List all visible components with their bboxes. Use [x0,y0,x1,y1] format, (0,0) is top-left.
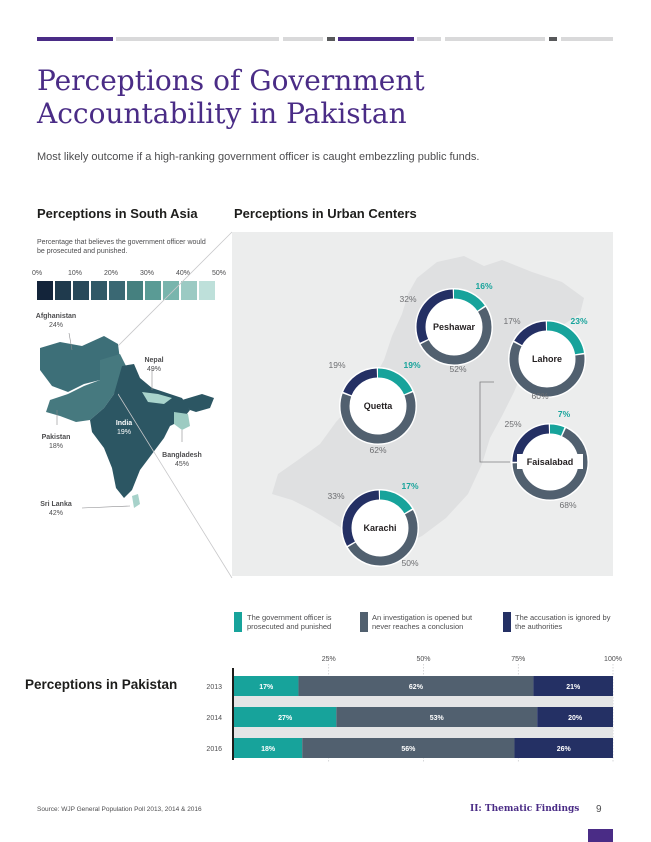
label-investigation: 52% [449,364,467,374]
scale-tick: 20% [104,270,119,277]
urban-heading: Perceptions in Urban Centers [234,206,417,221]
label-prosecuted: 7% [557,409,571,419]
scale-tick: 40% [176,270,191,277]
page-title: Perceptions of Government Accountability in Pakistan [37,64,425,130]
footer-accent-block [588,829,613,842]
label-sri-lanka: Sri Lanka 42% [40,501,72,517]
top-bar-accent-1 [37,37,113,41]
label-ignored: 25% [504,419,522,429]
label-investigation: 62% [369,445,387,455]
scale-tick: 0% [32,270,43,277]
top-bar-gray-2 [283,37,323,41]
top-bar-dark-2 [549,37,557,41]
label-india: India 19% [115,420,133,436]
donut-lahore [503,316,587,401]
row-gap-band [234,696,613,707]
label-prosecuted: 19% [403,360,421,370]
label-investigation: 60% [531,391,549,401]
city-name: Karachi [363,523,397,533]
label-ignored: 32% [399,294,417,304]
label-prosecuted: 16% [475,281,493,291]
bar-value-label: 20% [568,715,583,722]
pakistan-heading: Perceptions in Pakistan [25,677,178,692]
top-bar-gray-1 [116,37,279,41]
top-bar-gray-3 [417,37,441,41]
legend-ignored: The accusation is ignored by the authorities [515,613,611,631]
x-tick-label: 75% [511,656,526,663]
y-tick-label: 2013 [206,684,222,691]
bar-value-label: 27% [278,715,293,722]
scale-swatch [91,281,107,300]
row-gap-band [234,727,613,738]
bar-value-label: 56% [401,746,416,753]
legend-swatch-ignored [503,612,511,632]
donut-layer [232,232,613,576]
footer-source: Source: WJP General Population Poll 2013, 2014 & 2016 [37,806,202,813]
scale-tick: 30% [140,270,155,277]
label-pakistan: Pakistan 18% [41,434,71,450]
scale-tick: 50% [212,270,227,277]
x-tick-label: 100% [604,656,622,663]
urban-panel [232,232,613,576]
city-name: Lahore [531,354,563,364]
legend-swatch-prosecuted [234,612,242,632]
city-name: Peshawar [432,322,476,332]
label-investigation: 68% [559,500,577,510]
x-tick-label: 25% [321,656,336,663]
footer-page-number: 9 [596,804,602,815]
legend-investigation: An investigation is opened but never reaches a conclusion [372,613,473,631]
city-name: Quetta [363,401,393,411]
bar-value-label: 53% [429,715,444,722]
page-subtitle: Most likely outcome if a high-ranking government officer is caught embezzling public funds. [37,151,480,163]
label-ignored: 17% [503,316,521,326]
label-afghanistan: Afghanistan 24% [35,313,77,329]
legend-swatch-investigation [360,612,368,632]
top-bar-gray-5 [561,37,613,41]
scale-swatch [73,281,89,300]
donut-karachi [327,481,419,568]
scale-tick: 10% [68,270,83,277]
bar-value-label: 17% [259,684,274,691]
donut-faisalabad [504,409,589,510]
label-ignored: 33% [327,491,345,501]
scale-swatch [55,281,71,300]
y-tick-label: 2016 [206,746,222,753]
map-connector-lines [118,228,238,584]
footer-section: II: Thematic Findings [470,804,580,814]
bar-value-label: 21% [566,684,581,691]
bar-value-label: 18% [261,746,276,753]
label-ignored: 19% [328,360,346,370]
bar-value-label: 62% [408,684,423,691]
bar-value-label: 26% [556,746,571,753]
top-bar-gray-4 [445,37,545,41]
x-tick-label: 50% [416,656,431,663]
label-prosecuted: 23% [570,316,588,326]
label-bangladesh: Bangladesh 45% [162,452,202,468]
pakistan-bar-chart [190,650,630,770]
south-asia-heading: Perceptions in South Asia [37,206,198,221]
south-asia-note: Percentage that believes the government officer would be prosecuted and punished. [37,239,206,255]
label-investigation: 50% [401,558,419,568]
label-prosecuted: 17% [401,481,419,491]
scale-swatch [37,281,53,300]
top-bar-accent-2 [338,37,414,41]
label-nepal: Nepal 49% [144,357,164,373]
city-name: Faisalabad [526,457,574,467]
donut-quetta [328,360,420,455]
top-bar-dark-1 [327,37,335,41]
y-tick-label: 2014 [206,715,222,722]
legend-prosecuted: The government officer is prosecuted and punished [247,613,332,631]
